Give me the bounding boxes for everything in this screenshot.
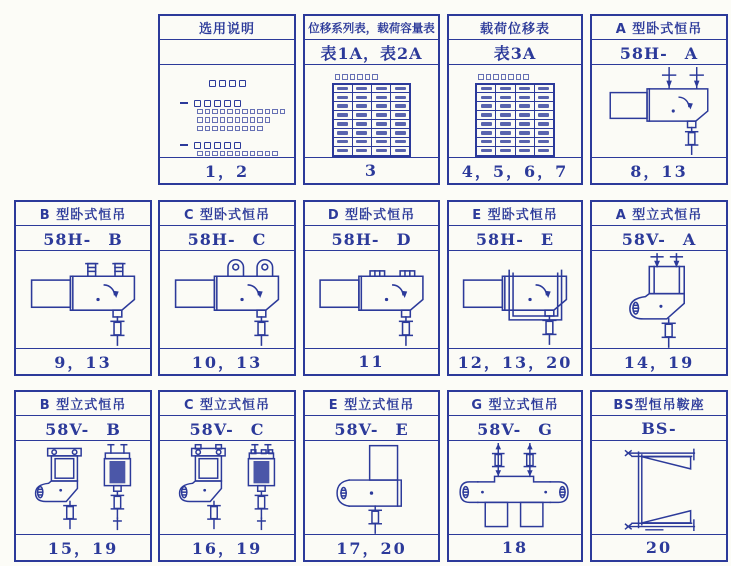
cell-page-numbers: 4，5，6，7 [449,157,581,183]
mini-table-cell [352,84,371,93]
blur-text-bar [356,149,367,153]
mini-table-cell [391,84,411,93]
mini-table-cell [476,102,496,111]
blur-text-bar [376,96,387,100]
blur-box [239,80,246,87]
blur-box [235,109,241,115]
blur-box [265,151,271,157]
blur-text-bar [337,131,348,135]
mini-table-cell [352,102,371,111]
cell-page-numbers: 1，2 [160,157,294,183]
mini-table-placeholder [449,65,581,157]
blur-text-bar [538,149,549,153]
blur-text-bar [500,87,511,91]
blur-box [197,126,203,132]
blur-box [242,117,248,123]
horizontal-hanger-a-diagram [592,65,726,157]
blur-text-bar [481,140,492,144]
mini-table-cell [391,137,411,146]
mini-table-cell [391,111,411,120]
mini-table-cell [534,102,554,111]
blur-text-bar [481,96,492,100]
vertical-hanger-e-diagram [305,441,438,534]
blur-text-bar [481,149,492,153]
blur-box [204,142,211,149]
cell-title: 位移系列表，载荷容量表 [305,16,438,40]
cell-model-code: 58H- B [16,226,150,251]
catalog-cell-selection-notes [158,14,296,185]
notes-placeholder-text [160,65,294,157]
mini-table-cell [534,137,554,146]
mini-table-cell [372,120,391,129]
cell-page-numbers: 18 [449,534,581,560]
mini-table-cell [496,146,515,155]
mini-table-cell [515,120,534,129]
blur-box [501,74,507,80]
blur-box [242,126,248,132]
blur-box [242,109,248,115]
blur-box [197,117,203,123]
blur-text-bar [500,122,511,126]
cell-title: E 型立式恒吊 [305,392,438,416]
blur-box [220,126,226,132]
catalog-cell-58h-a [590,14,728,185]
blur-text-bar [481,131,492,135]
horizontal-hanger-e-diagram [449,251,581,348]
blur-text-bar [538,140,549,144]
blur-text-bar [395,96,406,100]
blur-box [250,151,256,157]
blur-text-bar [519,87,530,91]
blur-box [257,151,263,157]
vertical-hanger-a-diagram [592,251,726,348]
cell-title: E 型卧式恒吊 [449,202,581,226]
cell-title: A 型立式恒吊 [592,202,726,226]
blur-box [227,117,233,123]
blur-box [205,117,211,123]
cell-model-code: 58H- C [160,226,294,251]
blur-text-bar [519,96,530,100]
mini-table-cell [515,128,534,137]
blur-text-bar [337,96,348,100]
blur-text-bar [356,104,367,108]
mini-table-cell [372,111,391,120]
cell-title: B 型立式恒吊 [16,392,150,416]
vertical-hanger-g-diagram [449,441,581,534]
catalog-cell-58v-a [590,200,728,376]
blur-box [197,109,203,115]
blur-box [265,109,271,115]
catalog-cell-displacement-series-table [303,14,440,185]
mini-table-wrap [475,74,555,157]
blur-text-bar [519,104,530,108]
note-blur-line [160,80,294,87]
mini-table-cell [476,93,496,102]
cell-page-numbers: 15，19 [16,534,150,560]
mini-table-cell [496,93,515,102]
blur-text-bar [337,122,348,126]
cell-title: BS型恒吊鞍座 [592,392,726,416]
mini-table-caption-blur [334,74,412,80]
saddle-bracket-diagram [592,441,726,534]
blur-box [197,151,203,157]
blur-text-bar [395,122,406,126]
blur-text-bar [395,149,406,153]
note-blur-line [196,108,294,115]
blur-box [219,80,226,87]
catalog-cell-58v-g [447,390,583,562]
note-gap [160,92,294,96]
mini-table-cell [333,120,353,129]
blur-text-bar [337,149,348,153]
blur-box [227,109,233,115]
blur-box [265,117,271,123]
blur-text-bar [356,122,367,126]
blur-text-bar [538,87,549,91]
blur-text-bar [337,104,348,108]
blur-text-bar [376,131,387,135]
mini-table-cell [391,93,411,102]
cell-page-numbers: 12，13，20 [449,348,581,374]
mini-table-cell [496,128,515,137]
blur-box [250,117,256,123]
blur-box [335,74,341,80]
mini-table-cell [372,93,391,102]
blur-box [372,74,378,80]
blur-box [227,126,233,132]
cell-model-code: 58V- B [16,416,150,441]
blur-box [204,100,211,107]
mini-table-cell [391,120,411,129]
mini-table-caption-blur [477,74,555,80]
note-blur-line [196,117,294,124]
cell-page-numbers: 20 [592,534,726,560]
catalog-cell-58h-b [14,200,152,376]
mini-table-cell [534,128,554,137]
blur-box [235,117,241,123]
cell-page-numbers: 11 [305,348,438,374]
blur-box [227,151,233,157]
blur-text-bar [376,149,387,153]
mini-table-cell [352,137,371,146]
mini-table [475,83,555,157]
blur-box [220,117,226,123]
blur-text-bar [538,104,549,108]
note-blur-line [180,100,294,107]
mini-table-cell [391,102,411,111]
catalog-cell-58v-b [14,390,152,562]
cell-title: C 型卧式恒吊 [160,202,294,226]
mini-table-cell [333,93,353,102]
blur-text-bar [376,113,387,117]
cell-model-code: 58H- A [592,40,726,65]
blur-box [229,80,236,87]
blur-box [280,109,286,115]
cell-page-numbers: 8，13 [592,157,726,183]
catalog-cell-58h-c [158,200,296,376]
mini-table-cell [534,84,554,93]
cell-title: C 型立式恒吊 [160,392,294,416]
catalog-cell-58h-e [447,200,583,376]
blur-text-bar [376,87,387,91]
note-bullet [180,144,188,147]
cell-page-numbers: 9，13 [16,348,150,374]
blur-box [220,151,226,157]
cell-model-code: 58H- D [305,226,438,251]
cell-page-numbers: 3 [305,157,438,183]
blur-text-bar [500,113,511,117]
blur-text-bar [519,122,530,126]
mini-table-cell [476,146,496,155]
blur-text-bar [395,104,406,108]
blur-box [493,74,499,80]
cell-model-code: 58V- E [305,416,438,441]
mini-table-cell [476,120,496,129]
cell-model-code: 表3A [449,40,581,65]
blur-text-bar [337,140,348,144]
mini-table-cell [534,120,554,129]
mini-table-wrap [332,74,412,157]
note-gap [160,134,294,138]
mini-table-cell [515,146,534,155]
vertical-hanger-b-diagram [16,441,150,534]
blur-text-bar [356,96,367,100]
blur-box [224,100,231,107]
blur-box [212,126,218,132]
blur-box [235,151,241,157]
cell-model-code: 58H- E [449,226,581,251]
blur-text-bar [395,87,406,91]
cell-page-numbers: 16，19 [160,534,294,560]
blur-text-bar [356,87,367,91]
note-blur-line [196,150,294,157]
catalog-cell-58v-e [303,390,440,562]
blur-box [220,109,226,115]
mini-table-cell [372,102,391,111]
mini-table-cell [515,84,534,93]
mini-table-cell [534,146,554,155]
mini-table-cell [333,84,353,93]
mini-table-cell [352,111,371,120]
cell-title: D 型卧式恒吊 [305,202,438,226]
mini-table-cell [333,111,353,120]
blur-box [250,109,256,115]
blur-box [365,74,371,80]
blur-text-bar [519,131,530,135]
blur-box [257,126,263,132]
mini-table-cell [333,128,353,137]
blur-text-bar [481,104,492,108]
cell-model-code [160,40,294,65]
mini-table-cell [333,146,353,155]
blur-text-bar [395,113,406,117]
blur-text-bar [376,140,387,144]
blur-box [272,109,278,115]
horizontal-hanger-c-diagram [160,251,294,348]
mini-table-cell [333,137,353,146]
mini-table-cell [496,120,515,129]
blur-box [342,74,348,80]
blur-text-bar [395,131,406,135]
blur-box [350,74,356,80]
blur-box [257,109,263,115]
mini-table-cell [496,111,515,120]
blur-box [212,151,218,157]
cell-title: B 型卧式恒吊 [16,202,150,226]
mini-table-cell [352,93,371,102]
blur-box [194,100,201,107]
cell-page-numbers: 17，20 [305,534,438,560]
cell-title: G 型立式恒吊 [449,392,581,416]
blur-box [357,74,363,80]
blur-box [214,142,221,149]
blur-text-bar [481,113,492,117]
note-blur-line [180,142,294,149]
blur-text-bar [500,149,511,153]
mini-table-cell [391,146,411,155]
mini-table-cell [476,111,496,120]
blur-text-bar [500,140,511,144]
blur-text-bar [337,113,348,117]
blur-text-bar [538,122,549,126]
mini-table-cell [352,120,371,129]
blur-box [523,74,529,80]
mini-table-cell [534,111,554,120]
cell-model-code: 58V- A [592,226,726,251]
blur-box [234,100,241,107]
mini-table-cell [496,102,515,111]
blur-box [272,151,278,157]
mini-table-cell [372,128,391,137]
blur-box [257,117,263,123]
cell-page-numbers: 14，19 [592,348,726,374]
blur-text-bar [500,96,511,100]
horizontal-hanger-b-diagram [16,251,150,348]
mini-table-cell [496,84,515,93]
blur-box [508,74,514,80]
note-bullet [180,102,188,105]
mini-table-cell [496,137,515,146]
blur-box [194,142,201,149]
blur-text-bar [337,87,348,91]
mini-table-cell [352,128,371,137]
blur-box [205,126,211,132]
blur-box [235,126,241,132]
catalog-cell-58v-c [158,390,296,562]
catalog-cell-58h-d [303,200,440,376]
blur-box [209,80,216,87]
blur-text-bar [519,113,530,117]
cell-title: 选用说明 [160,16,294,40]
note-blur-line [196,125,294,132]
mini-table-cell [372,137,391,146]
vertical-hanger-c-diagram [160,441,294,534]
mini-table-cell [391,128,411,137]
mini-table-cell [333,102,353,111]
mini-table-cell [515,93,534,102]
mini-table-cell [515,137,534,146]
cell-model-code: 表1A，表2A [305,40,438,65]
cell-model-code: BS- [592,416,726,441]
blur-box [224,142,231,149]
mini-table-cell [372,84,391,93]
mini-table-cell [515,111,534,120]
blur-text-bar [538,113,549,117]
blur-text-bar [356,140,367,144]
blur-box [242,151,248,157]
catalog-cell-bs-saddle [590,390,728,562]
blur-box [250,126,256,132]
blur-text-bar [356,113,367,117]
blur-text-bar [481,122,492,126]
blur-box [234,142,241,149]
mini-table-cell [372,146,391,155]
mini-table-placeholder [305,65,438,157]
blur-box [516,74,522,80]
blur-text-bar [376,104,387,108]
blur-box [478,74,484,80]
mini-table-cell [476,84,496,93]
blur-box [205,109,211,115]
blur-text-bar [356,131,367,135]
cell-model-code: 58V- C [160,416,294,441]
mini-table-cell [476,128,496,137]
blur-text-bar [395,140,406,144]
mini-table-cell [515,102,534,111]
mini-table-cell [534,93,554,102]
blur-text-bar [519,140,530,144]
cell-title: 载荷位移表 [449,16,581,40]
blur-text-bar [538,131,549,135]
blur-text-bar [500,104,511,108]
mini-table-cell [476,137,496,146]
blur-text-bar [376,122,387,126]
blur-text-bar [481,87,492,91]
horizontal-hanger-d-diagram [305,251,438,348]
blur-text-bar [538,96,549,100]
blur-box [214,100,221,107]
mini-table [332,83,412,157]
blur-text-bar [519,149,530,153]
catalog-cell-load-displacement-table [447,14,583,185]
cell-title: A 型卧式恒吊 [592,16,726,40]
cell-page-numbers: 10，13 [160,348,294,374]
blur-box [212,109,218,115]
mini-table-cell [352,146,371,155]
blur-box [486,74,492,80]
blur-box [205,151,211,157]
blur-box [212,117,218,123]
cell-model-code: 58V- G [449,416,581,441]
blur-text-bar [500,131,511,135]
